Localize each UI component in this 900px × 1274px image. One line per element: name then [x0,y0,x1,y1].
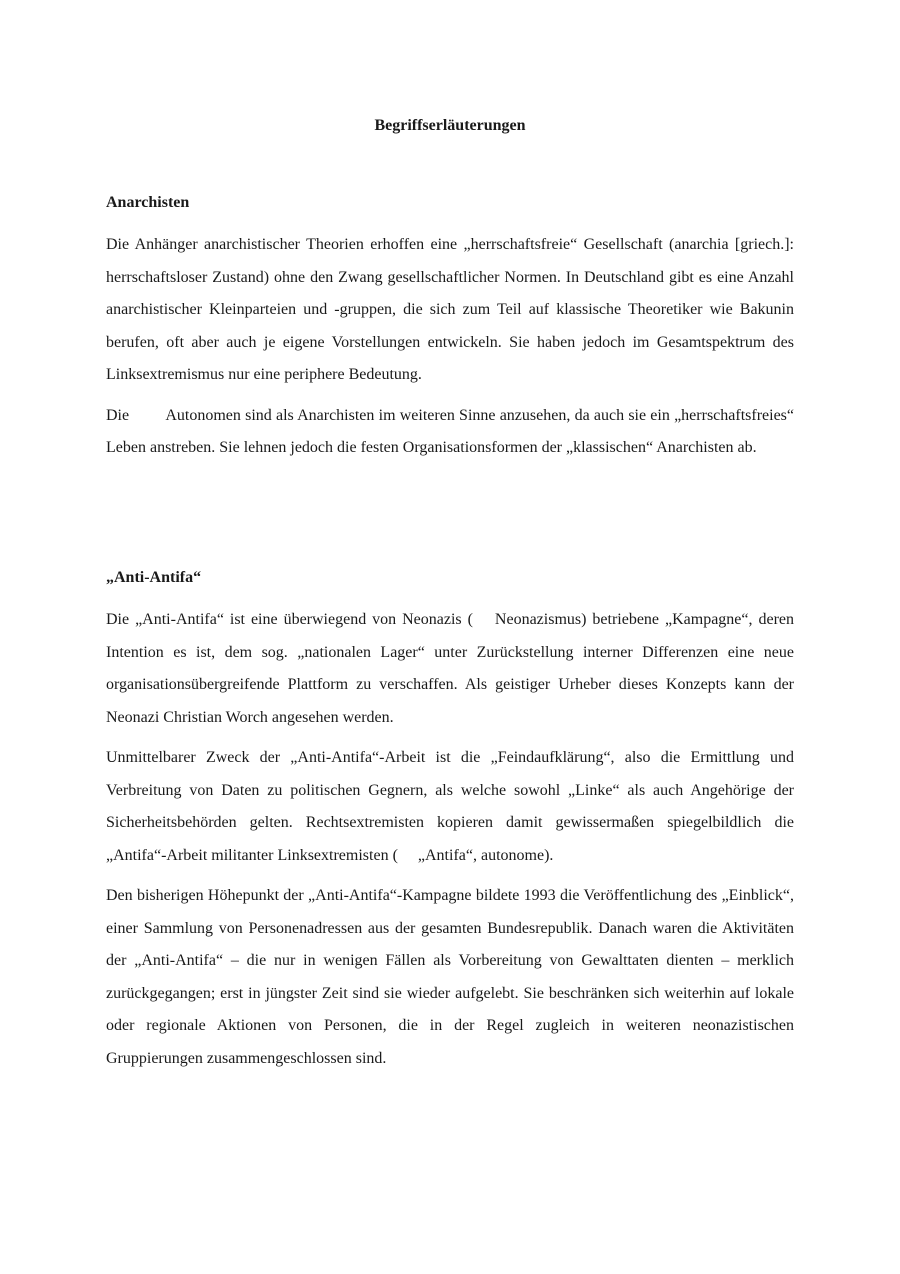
paragraph: Die „Anti-Antifa“ ist eine überwiegend von Neonazis ( Neonazismus) betriebene „Kampagne“, deren Intention es ist, dem sog. „nationalen Lager“ unter Zurückstellung interner Differenzen eine neue organisationsübergreifende Plattform zu verschaffen. Als geistiger Urheber dieses Konzepts kann der Neonazi Christian Worch angesehen werden. [106,611,794,726]
paragraph: Die Autonomen sind als Anarchisten im weiteren Sinne anzusehen, da auch sie ein „herrschaftsfreies“ Leben anstreben. Sie lehnen jedoch die festen Organisationsformen der „klassischen“ Anarchisten ab. [106,406,794,456]
section-anti-antifa [106,567,794,1083]
paragraph: Die Anhänger anarchistischer Theorien erhoffen eine „herrschaftsfreie“ Gesellschaft (anarchia [griech.]: herrschaftsloser Zustand) ohne den Zwang gesellschaftlicher Normen. In Deutschland gibt es eine Anzahl anarchistischer Kleinparteien und -gruppen, die sich zum Teil auf klassische Theoretiker wie Bakunin berufen, oft aber auch je eigene Vorstellungen entwickeln. Sie haben jedoch im Gesamtspektrum des Linksextremismus nur eine periphere Bedeutung. [106,236,794,383]
paragraph: Den bisherigen Höhepunkt der „Anti-Antifa“-Kampagne bildete 1993 die Veröffentlichung des „Einblick“, einer Sammlung von Personenadressen aus der gesamten Bundesrepublik. Danach waren die Aktivitäten der „Anti-Antifa“ – die nur in wenigen Fällen als Vorbereitung von Gewalttaten dienten – merklich zurückgegangen; erst in jüngster Zeit sind sie wieder aufgelebt. Sie beschränken sich weiterhin auf lokale oder regionale Aktionen von Personen, die in der Regel zugleich in weiteren neonazistischen Gruppierungen zusammengeschlossen sind. [106,887,794,1067]
section-heading-anti-antifa: „Anti-Antifa“ [106,569,202,586]
section-heading-anarchisten: Anarchisten [106,194,190,211]
section-anarchisten [106,192,794,473]
document-title: Begriffserläuterungen [374,117,526,134]
paragraph: Unmittelbarer Zweck der „Anti-Antifa“-Arbeit ist die „Feindaufklärung“, also die Ermittlung und Verbreitung von Daten zu politischen Gegnern, als welche sowohl „Linke“ als auch Angehörige der Sicherheitsbehörden gelten. Rechtsextremisten kopieren damit gewissermaßen spiegelbildlich die „Antifa“-Arbeit militanter Linksextremisten ( „Antifa“, autonome). [106,749,794,864]
